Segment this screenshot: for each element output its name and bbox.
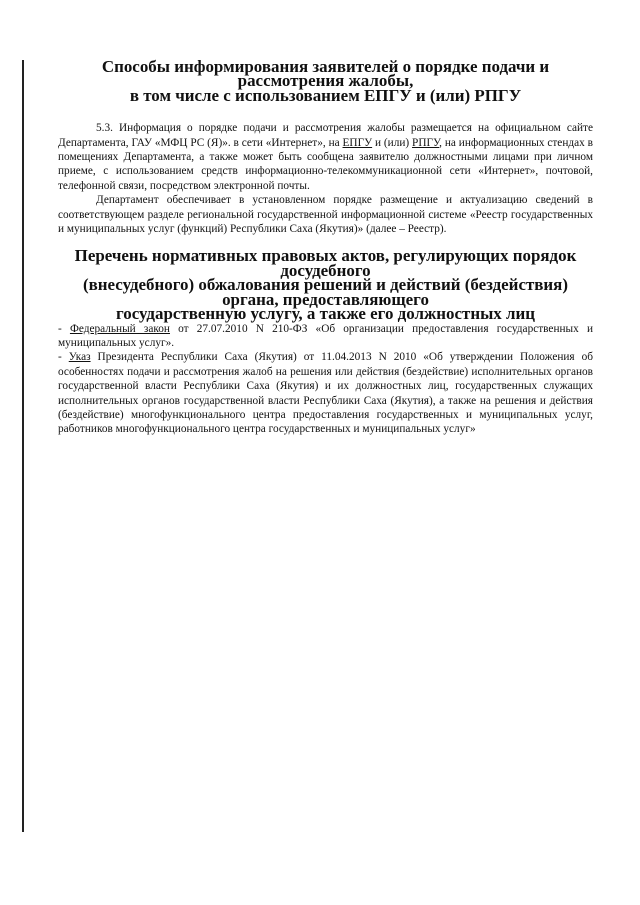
federal-law-link[interactable]: Федеральный закон — [69, 322, 170, 335]
document-page — [58, 57, 593, 437]
spacer — [58, 103, 593, 121]
section-heading-legal-acts — [58, 246, 593, 324]
heading-line: Способы информирования заявителей о порядке подачи и рассмотрения жалобы, — [101, 57, 550, 91]
paragraph-text: и (или) — [372, 136, 413, 149]
list-item-text: от 27.07.2010 N 210-ФЗ «Об организации предоставления государственных и муниципальных услуг». — [58, 322, 593, 349]
heading-line: Перечень нормативных правовых актов, регулирующих порядок досудебного — [74, 246, 577, 280]
list-item-text: Президента Республики Саха (Якутия) от 11.04.2013 N 2010 «Об утверждении Положения об особенностях подачи и рассмотрения жалоб на решения или действия (бездействие) исполнительных органов государственной власти Республики Саха (Якутия) и их должностных лиц, государственных служащих исполнительных органов государственной власти Республики Саха (Якутия), а также на решения и действия (бездействие) многофункционального центра предоставления государственных и муниципальных услуг, работников многофункционального центра государственных и муниципальных услуг» — [58, 351, 593, 436]
paragraph-text: , на информационных стендах в помещениях Департамента, а также может быть сообщена заявителю должностными лицами при личном приеме, с использованием средств информационно-телекоммуникационной сети «Интернет», почтовой, телефонной связи, посредством электронной почты. — [58, 136, 593, 192]
heading-line: (внесудебного) обжалования решений и действий (бездействия) органа, предоставляющего — [83, 275, 568, 309]
epgu-link[interactable]: ЕПГУ — [342, 136, 373, 149]
decree-link[interactable]: Указ — [68, 351, 91, 364]
rpgu-link[interactable]: РПГУ — [412, 136, 440, 149]
list-prefix: - — [58, 351, 69, 364]
paragraph-5-3 — [58, 121, 593, 193]
list-prefix: - — [58, 322, 70, 335]
page-margin-rule — [22, 60, 24, 832]
paragraph-text: 5.3. Информация о порядке подачи и рассмотрения жалобы размещается на официальном сайте Департамента, ГАУ «МФЦ РС (Я)». в сети «Интернет», на — [58, 122, 593, 149]
heading-line: государственную услугу, а также его должностных лиц — [115, 304, 536, 324]
legal-act-item — [58, 322, 593, 351]
heading-line: в том числе с использованием ЕПГУ и (или) РПГУ — [129, 85, 522, 105]
section-heading-informing — [58, 57, 593, 105]
legal-act-item — [58, 350, 593, 436]
paragraph-registry: Департамент обеспечивает в установленном порядке размещение и актуализацию сведений в соответствующем разделе региональной государственной информационной системе «Реестр государственных и муниципальных услуг (функций) Республики Саха (Якутия)» (далее – Реестр). — [58, 194, 593, 236]
